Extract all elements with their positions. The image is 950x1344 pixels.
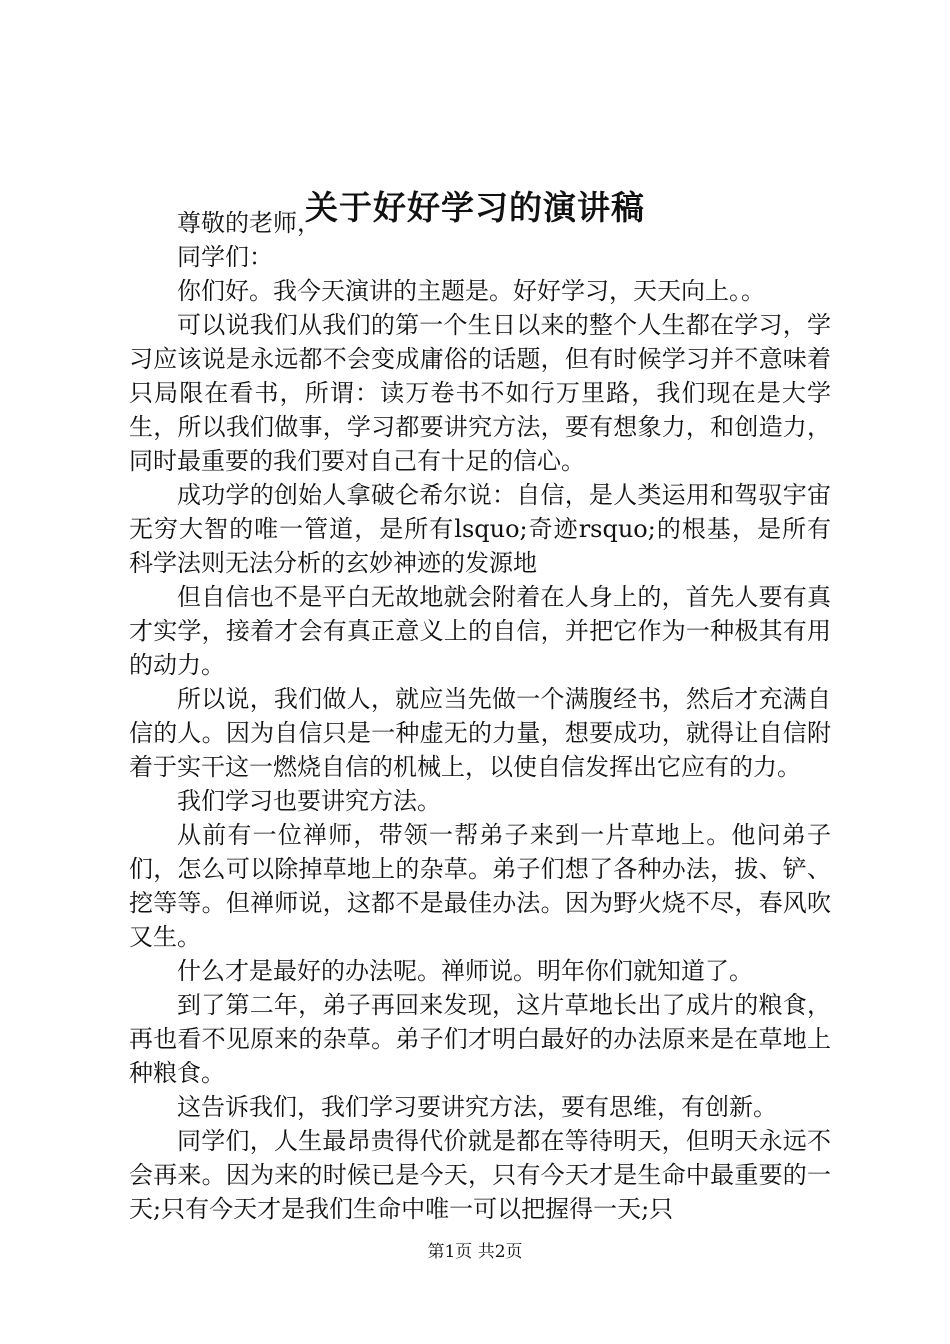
paragraph: 什么才是最好的办法呢。禅师说。明年你们就知道了。: [177, 957, 753, 985]
paragraph: 同学们，人生最昂贵得代价就是都在等待明天，但明天永远不会再来。因为来的时候已是今天，只有今天才是生命中最重要的一天;只有今天才是我们生命中唯一可以把握得一天;只: [129, 1127, 831, 1223]
paragraph: 到了第二年，弟子再回来发现，这片草地长出了成片的粮食，再也看不见原来的杂草。弟子们才明白最好的办法原来是在草地上种粮食。: [129, 991, 831, 1087]
paragraph-greeting: 同学们：: [177, 243, 273, 271]
paragraph: 成功学的创始人拿破仑希尔说：自信，是人类运用和驾驭宇宙无穷大智的唯一管道，是所有lsquo;奇迹rsquo;的根基，是所有科学法则无法分析的玄妙神迹的发源地: [129, 481, 831, 577]
page-footer: 第1页 共2页: [427, 1242, 523, 1262]
paragraph: 所以说，我们做人，就应当先做一个满腹经书，然后才充满自信的人。因为自信只是一种虚无的力量，想要成功，就得让自信附着于实干这一燃烧自信的机械上，以使自信发挥出它应有的力。: [129, 685, 831, 781]
paragraph-topic: 你们好。我今天演讲的主题是。好好学习，天天向上。。: [177, 277, 765, 305]
document-title: 关于好好学习的演讲稿: [305, 188, 645, 227]
paragraph: 我们学习也要讲究方法。: [177, 787, 441, 815]
paragraph: 这告诉我们，我们学习要讲究方法，要有思维，有创新。: [177, 1093, 777, 1121]
paragraph: 可以说我们从我们的第一个生日以来的整个人生都在学习，学习应该说是永远都不会变成庸俗的话题，但有时候学习并不意味着只局限在看书，所谓：读万卷书不如行万里路，我们现在是大学生，所以我们做事，学习都要讲究方法，要有想象力，和创造力，同时最重要的我们要对自己有十足的信心。: [129, 311, 831, 475]
document-body: [129, 206, 831, 1226]
paragraph: 从前有一位禅师，带领一帮弟子来到一片草地上。他问弟子们，怎么可以除掉草地上的杂草。弟子们想了各种办法，拔、铲、挖等等。但禅师说，这都不是最佳办法。因为野火烧不尽，春风吹又生。: [129, 821, 831, 951]
paragraph: 但自信也不是平白无故地就会附着在人身上的，首先人要有真才实学，接着才会有真正意义上的自信，并把它作为一种极其有用的动力。: [129, 583, 831, 679]
paragraph-salutation: 尊敬的老师，: [177, 209, 321, 237]
